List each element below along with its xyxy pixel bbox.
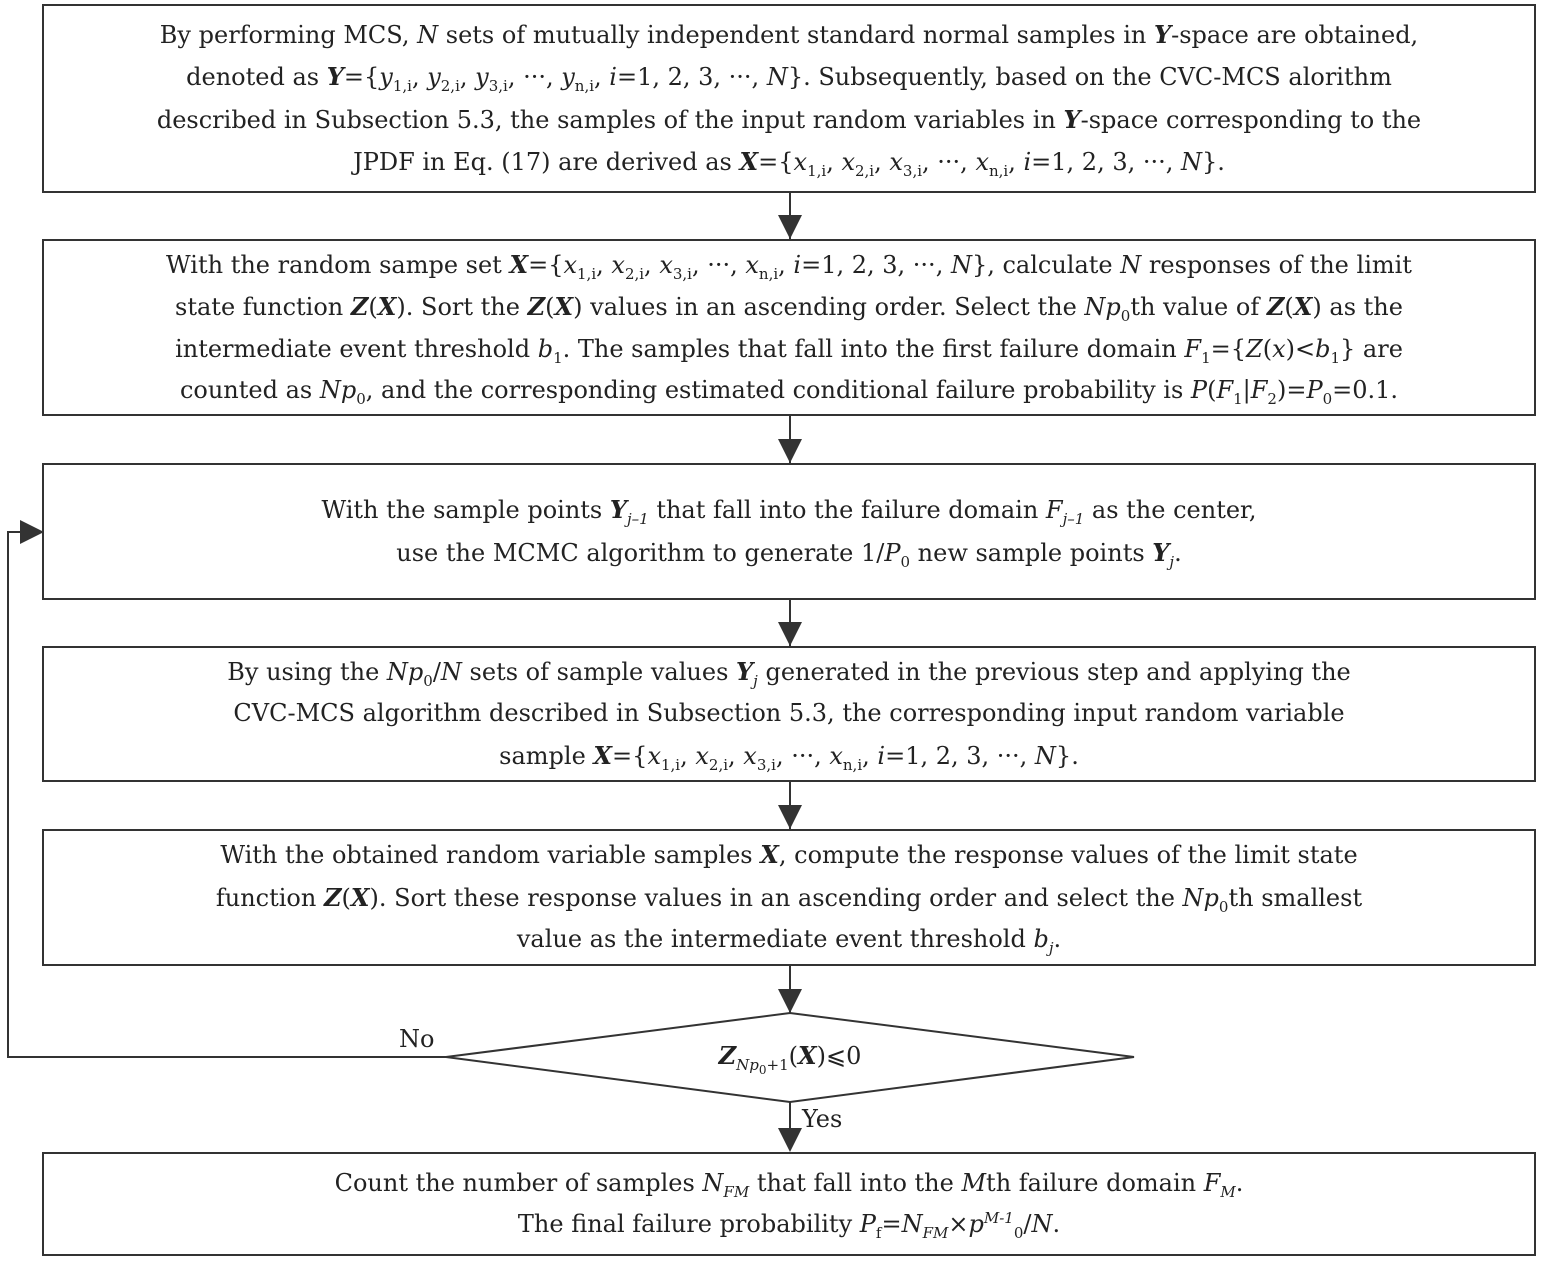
text-segment: 2,i [855,162,875,180]
text-segment: 0 [1218,897,1229,916]
text-segment: / [1023,1210,1032,1238]
text-segment: =1, 2, 3, ···, [616,63,767,91]
text-segment: ) as the [1312,293,1403,321]
text-segment: , [874,148,890,176]
text-segment: =1, 2, 3, ···, [1031,148,1182,176]
arrowhead-loop [20,520,44,544]
text-segment: described in Subsection 5.3, the samples of the input random variables in [156,105,1064,134]
text-segment: With the sample points [321,496,610,524]
text-segment: value as the intermediate event threshold [516,925,1034,954]
text-segment: , [459,63,476,91]
text-segment: × [948,1210,969,1238]
text-segment: N [766,63,788,91]
text-segment: x [829,741,843,770]
text-segment: . The samples that fall into the first failure domain [562,334,1185,363]
text-segment: Y [1153,19,1172,49]
text-segment: Z [527,292,546,321]
condition-x: X [798,1041,817,1070]
text-segment: function [215,883,324,912]
text-segment: =1, 2, 3, ···, [801,250,951,279]
text-segment: N [1031,1210,1053,1238]
text-segment: n,i [842,755,863,774]
text-segment: Y [326,62,344,91]
text-segment: F [1216,376,1234,404]
text-segment: By using the [227,657,387,686]
text-segment: state function [175,293,351,321]
text-segment: | [1242,376,1251,404]
text-segment: 1 [1330,348,1341,367]
condition-sub-np: Np [736,1056,759,1074]
step-mcmc-line-1 [321,489,1256,532]
text-segment: p [968,1210,984,1238]
text-segment: i [793,250,802,279]
text-segment: Y [1152,537,1170,567]
text-segment: With the obtained random variable samples [220,841,761,870]
step-cvc-transform-line-3 [499,735,1079,778]
text-segment: . [1053,925,1062,954]
condition-sub-zero: 0 [758,1063,767,1077]
arrowhead-6 [778,1128,802,1152]
text-segment: N [901,1210,923,1238]
text-segment: . [1052,1210,1061,1238]
text-segment: N [702,1168,724,1197]
text-segment: n,i [988,162,1009,180]
text-segment: j–1 [627,510,649,528]
step-next-threshold-line-1 [220,834,1357,877]
text-segment: 0 [356,390,366,408]
text-segment: j [1169,552,1175,571]
text-segment: X [554,292,574,321]
step-cvc-transform-line-1 [227,651,1351,694]
text-segment: Z [323,882,342,912]
condition-subscript [736,1056,789,1077]
text-segment: Np [319,376,357,404]
text-segment: -space are obtained, [1171,20,1419,49]
text-segment: By performing MCS, [159,20,418,49]
text-segment: / [432,657,441,686]
text-segment: 1 [1201,348,1211,367]
text-segment: , [1008,148,1024,176]
text-segment: 1 [1233,390,1243,408]
text-segment: }. [1055,741,1079,770]
text-segment: f [875,1224,882,1242]
text-segment: M-1 [983,1209,1014,1227]
step-cvc-transform-line-2 [233,693,1344,735]
text-segment: Z [350,292,369,321]
text-segment: , [594,63,610,91]
text-segment: y [475,63,489,91]
text-segment: , ···, [922,148,976,176]
text-segment: }, calculate [971,250,1121,279]
text-segment: n,i [758,264,779,283]
text-segment: sample [499,741,594,770]
text-segment: 2,i [624,264,645,283]
step-first-threshold-line-3 [175,329,1403,371]
text-segment: ( [368,293,378,321]
text-segment: ={ [1210,334,1246,363]
text-segment: , [826,148,842,176]
text-segment: 1,i [577,264,597,283]
text-segment: j [1048,939,1054,958]
text-segment: P [1190,376,1208,404]
step-first-threshold-box [42,239,1536,416]
text-segment: x [1272,334,1286,363]
text-segment: , ···, [691,250,746,279]
text-segment: , compute the response values of the limit state [778,841,1358,870]
text-segment: . [1174,538,1182,567]
text-segment: ). Sort these response values in an ascending order and select the [369,883,1183,912]
text-segment: , [728,741,744,770]
text-segment: x [695,741,709,770]
text-segment: Y [1063,104,1081,134]
step-next-threshold-line-2 [216,877,1362,920]
text-segment: M [961,1168,987,1197]
text-segment: that fall into the failure domain [648,496,1046,524]
step-mcs-sampling-line-1 [160,14,1418,57]
step-mcmc-line-2 [396,532,1181,575]
text-segment: , [680,741,696,770]
text-segment: ). Sort the [396,293,528,321]
text-segment: 1,i [392,77,412,95]
text-segment: , [778,250,794,279]
text-segment: i [1023,148,1032,176]
text-segment: as the center, [1084,496,1257,524]
text-segment: FM [922,1224,949,1242]
text-segment: Np [386,657,424,686]
text-segment: , ···, [507,63,562,91]
step-mcs-sampling-line-4 [353,141,1225,184]
text-segment: x [563,250,578,279]
step-mcs-sampling-line-3 [157,99,1421,142]
step-cvc-transform-box [42,646,1536,782]
text-segment: 0 [1013,1224,1024,1242]
text-segment: CVC-MCS algorithm described in Subsection 5.3, the corresponding input random variable [233,699,1345,728]
text-segment: i [609,63,617,91]
result-box [42,1152,1536,1256]
text-segment: P [884,538,901,567]
step-first-threshold-line-1 [166,244,1412,287]
text-segment: 2 [1267,390,1277,408]
text-segment: th failure domain [986,1168,1204,1197]
text-segment: N [417,20,439,49]
text-segment: M [1220,1182,1236,1201]
text-segment: sets of mutually independent standard normal samples in [438,20,1154,49]
text-segment: } are [1340,334,1403,363]
text-segment: ( [1284,293,1294,321]
text-segment: F [1203,1168,1221,1197]
text-segment: 3,i [756,755,776,774]
text-segment: new sample points [910,538,1153,567]
arrowhead-3 [778,622,802,646]
text-segment: th smallest [1228,883,1363,912]
text-segment: 2,i [440,77,460,95]
text-segment: sets of sample values [461,657,737,686]
arrowhead-4 [778,805,802,829]
text-segment: x [793,148,808,176]
text-segment: , [862,741,878,770]
text-segment: N [950,250,972,279]
step-next-threshold-line-3 [517,919,1061,961]
text-segment: N [1120,250,1142,279]
step-mcmc-box [42,463,1536,600]
text-segment: 2,i [708,755,729,774]
text-segment: b [1315,334,1331,363]
text-segment: ( [1262,334,1273,363]
step-mcs-sampling-box [42,4,1536,193]
decision-condition [446,1036,1134,1076]
text-segment: X [377,292,397,321]
text-segment: }. Subsequently, based on the CVC-MCS alorithm [787,63,1392,91]
text-segment: N [1034,741,1056,770]
text-segment: =1, 2, 3, ···, [885,741,1035,770]
step-first-threshold-line-4 [180,370,1398,412]
text-segment: Count the number of samples [334,1168,703,1197]
text-segment: , [596,250,612,279]
arrowhead-5 [778,989,802,1013]
text-segment: Y [609,495,627,524]
text-segment: y [561,63,575,91]
text-segment: b [1033,925,1049,954]
text-segment: x [611,250,625,279]
result-line-1 [335,1163,1244,1205]
text-segment: generated in the previous step and applying the [757,657,1351,686]
text-segment: ={ [528,250,564,279]
text-segment: , and the corresponding estimated conditional failure probability is [365,376,1191,404]
text-segment: =0.1. [1332,376,1399,404]
text-segment: i [877,741,886,770]
text-segment: 3,i [488,77,508,95]
text-segment: ( [341,883,351,912]
text-segment: th value of [1130,293,1267,321]
text-segment: b [537,334,554,363]
yes-label: Yes [802,1105,843,1133]
text-segment: FM [723,1182,750,1201]
text-segment: X [350,882,370,912]
text-segment: 3,i [672,264,692,283]
text-segment: . [1235,1168,1244,1197]
text-segment: Z [1246,334,1263,363]
step-mcs-sampling-line-2 [186,56,1392,99]
text-segment: 1,i [807,162,827,180]
text-segment: n,i [574,77,595,95]
text-segment: X [760,840,779,870]
text-segment: )= [1276,376,1307,404]
text-segment: x [659,250,673,279]
no-label: No [399,1025,435,1053]
condition-close: )⩽0 [816,1042,862,1070]
text-segment: use the MCMC algorithm to generate 1/ [396,538,885,567]
text-segment: JPDF in Eq. (17) are derived as [353,148,740,176]
text-segment: F [1045,496,1063,524]
text-segment: X [593,740,613,770]
text-segment: Z [1266,292,1285,321]
text-segment: F [1250,376,1268,404]
text-segment: j [753,671,758,690]
text-segment: X [509,249,529,279]
text-segment: P [1306,376,1323,404]
step-next-threshold-box [42,829,1536,966]
text-segment: }. [1202,148,1225,176]
text-segment: responses of the limit [1141,250,1412,279]
text-segment: 0 [1322,390,1333,408]
text-segment: 0 [423,671,433,690]
text-segment: ( [1207,376,1217,404]
text-segment: denoted as [186,63,327,91]
condition-sub-plus-one: +1 [766,1056,789,1074]
text-segment: ={ [758,148,794,176]
arrowhead-2 [778,439,802,463]
text-segment: counted as [179,376,320,404]
text-segment: )< [1285,334,1316,363]
text-segment: y [427,63,441,91]
text-segment: Np [1182,883,1219,912]
loop-back-no-path [8,532,446,1057]
text-segment: ) values in an ascending order. Select the [573,293,1085,321]
text-segment: x [841,148,855,176]
condition-open-paren: ( [788,1042,799,1070]
text-segment: , [411,63,428,91]
text-segment: that fall into the [749,1168,962,1197]
text-segment: 0 [1120,307,1131,325]
arrowhead-1 [778,215,802,239]
text-segment: Y [736,656,754,686]
text-segment: x [745,250,759,279]
text-segment: y [379,63,393,91]
text-segment: 1,i [660,755,681,774]
text-segment: x [975,148,989,176]
text-segment: intermediate event threshold [175,334,538,363]
step-first-threshold-line-2 [175,286,1403,329]
text-segment: x [889,148,903,176]
text-segment: N [440,657,462,686]
result-line-2 [518,1204,1060,1246]
text-segment: , ···, [775,741,830,770]
text-segment: , [644,250,660,279]
text-segment: ={ [343,63,380,91]
text-segment: X [739,147,759,176]
text-segment: 0 [900,552,911,571]
text-segment: N [1181,148,1203,176]
text-segment: x [647,741,661,770]
text-segment: With the random sampe set [166,250,510,279]
condition-z: Z [718,1041,737,1070]
text-segment: x [743,741,757,770]
text-segment: j–1 [1062,510,1085,528]
text-segment: The final failure probability [517,1210,860,1238]
text-segment: P [859,1210,876,1238]
text-segment: -space corresponding to the [1080,105,1422,134]
text-segment: F [1184,334,1202,363]
text-segment: 3,i [902,162,923,180]
text-segment: Np [1084,293,1121,321]
text-segment: 1 [553,348,563,367]
text-segment: ={ [612,741,648,770]
text-segment: ( [545,293,555,321]
text-segment: X [1293,292,1313,321]
text-segment: = [881,1210,902,1238]
